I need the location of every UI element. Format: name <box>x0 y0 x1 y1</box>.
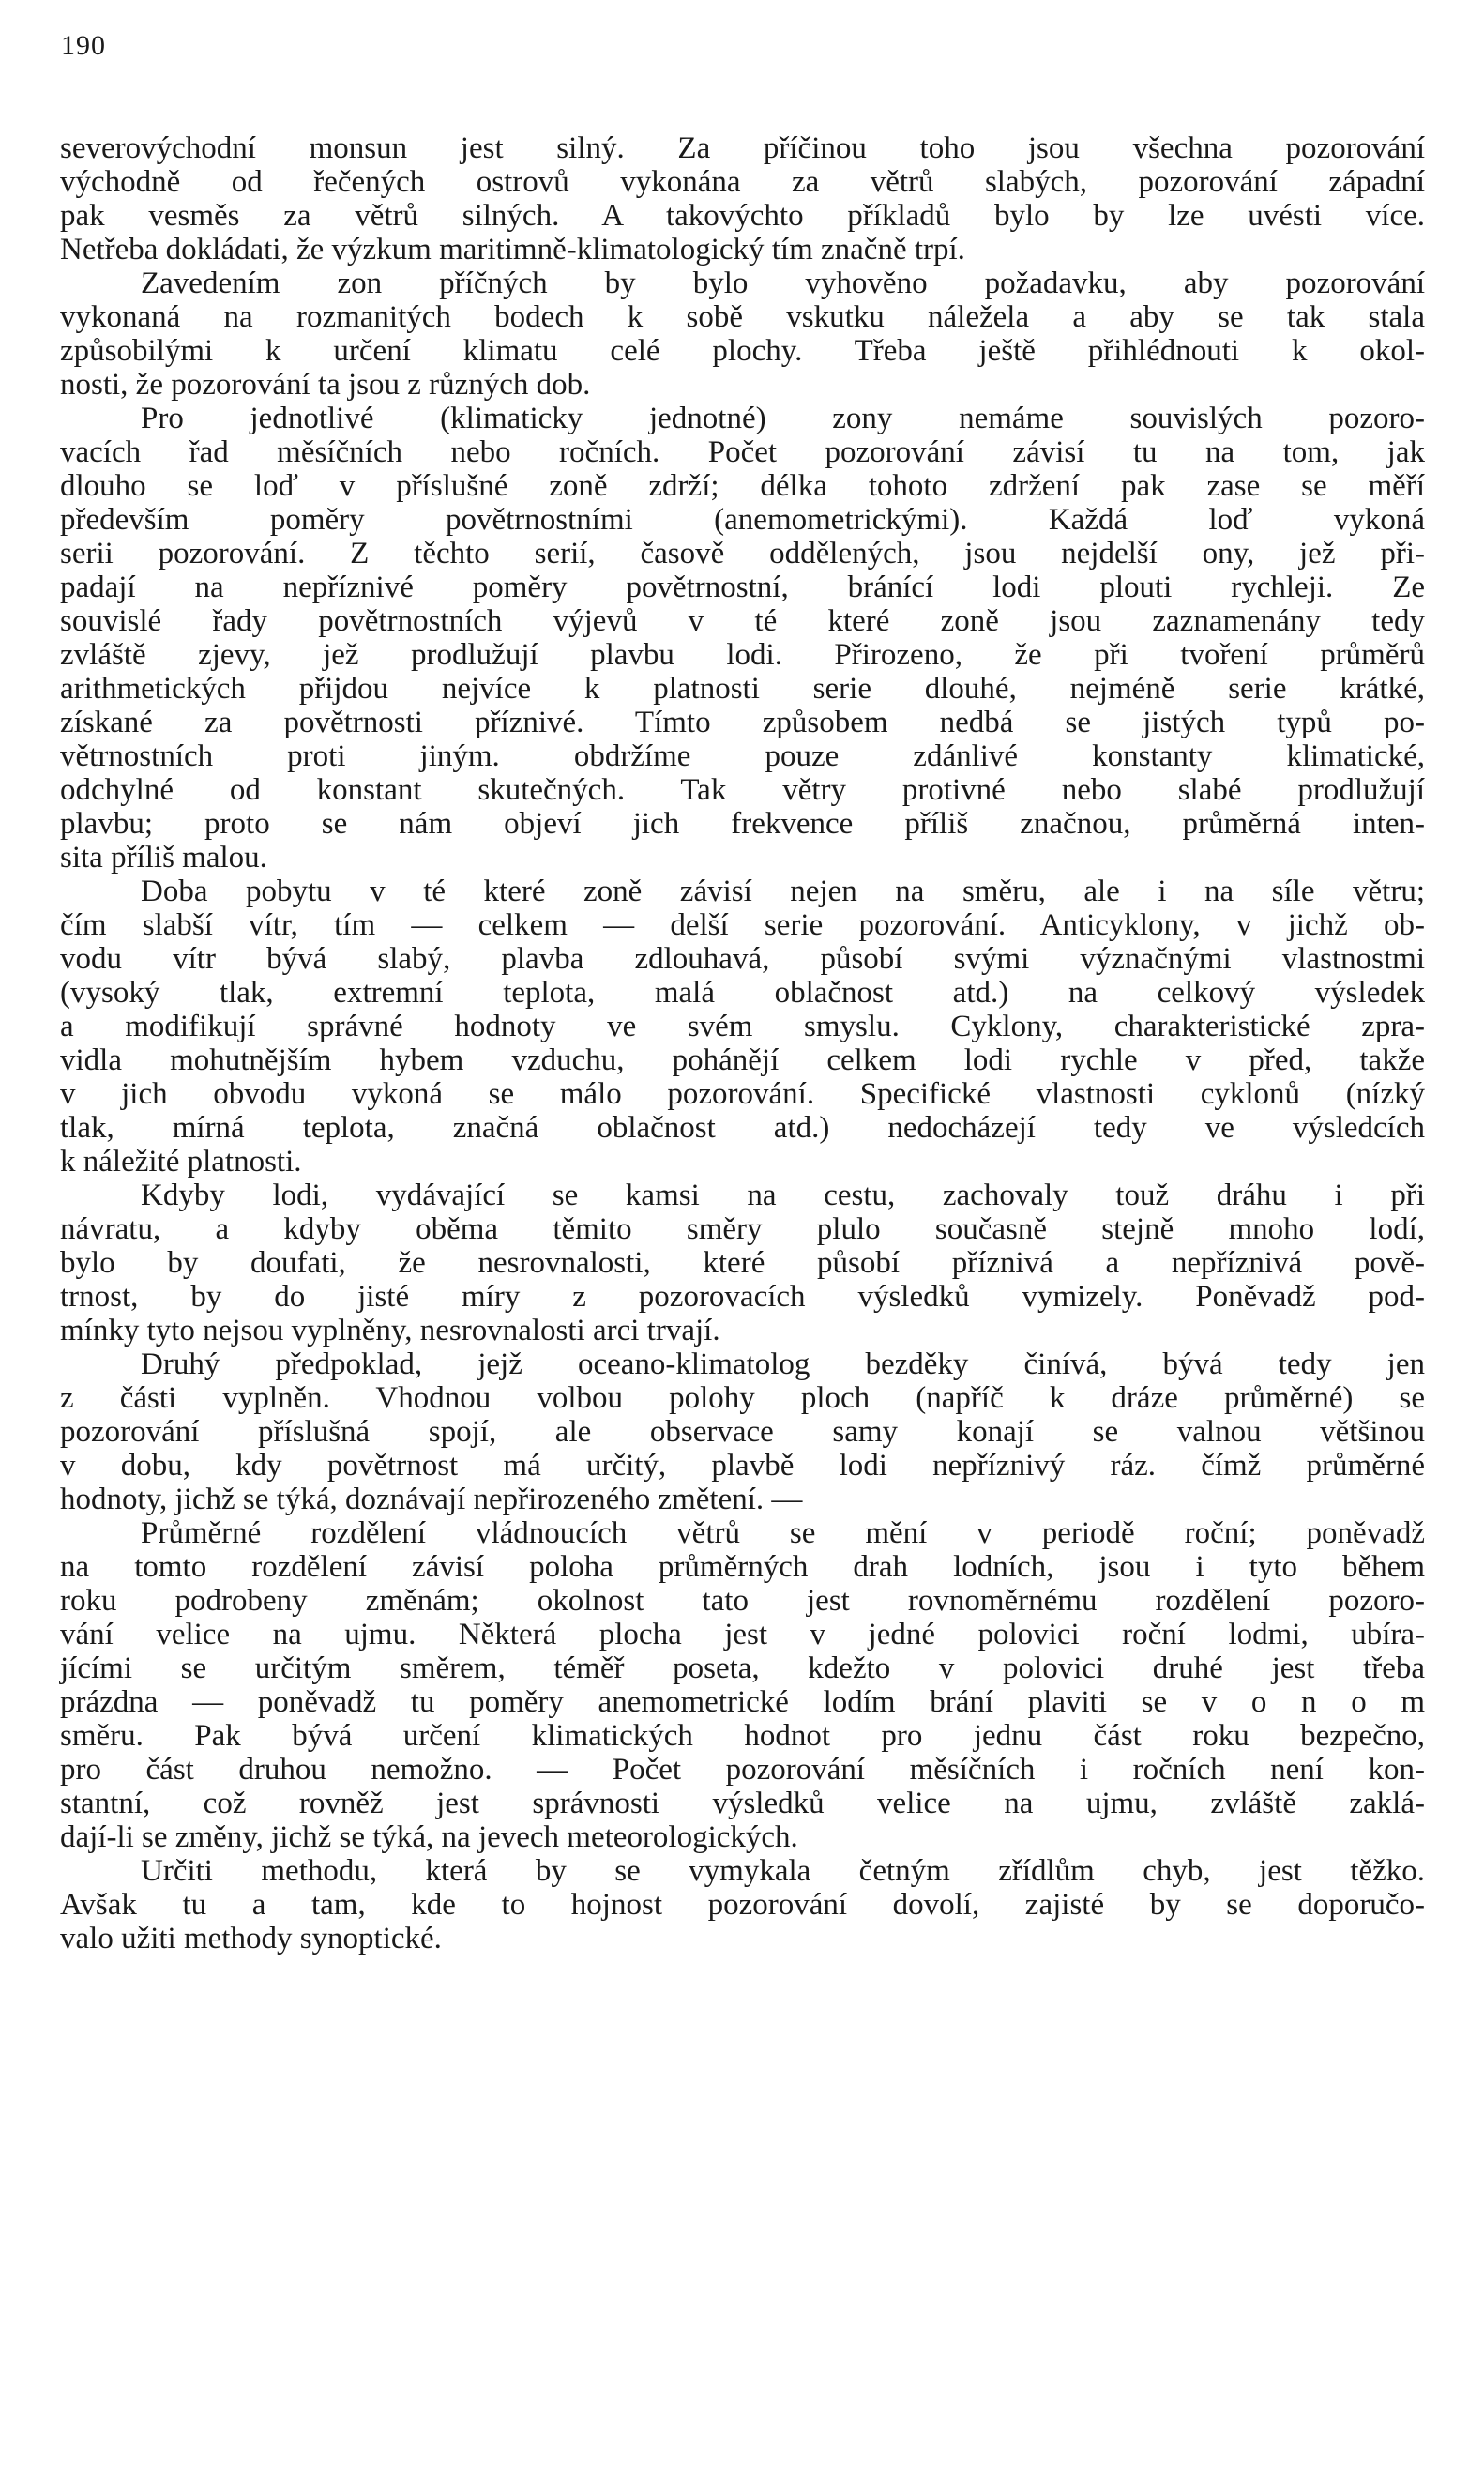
text-line: hodnoty, jichž se týká, doznávají nepřirozeného změtení. — <box>60 1483 803 1516</box>
text-line: Kdyby lodi, vydávající se kamsi na cestu, zachovaly touž dráhu i při <box>141 1179 1425 1212</box>
text-line: větrnostních proti jiným. obdržíme pouze zdánlivé konstanty klimatické, <box>60 739 1425 773</box>
text-line: Avšak tu a tam, kde to hojnost pozorování dovolí, zajisté by se doporučo- <box>60 1888 1425 1922</box>
text-line: směru. Pak bývá určení klimatických hodnot pro jednu část roku bezpečno, <box>60 1719 1425 1753</box>
text-line: plavbu; proto se nám objeví jich frekvence příliš značnou, průměrná inten- <box>60 807 1425 841</box>
text-line: vání velice na ujmu. Některá plocha jest v jedné polovici roční lodmi, ubíra- <box>60 1618 1425 1651</box>
text-line: především poměry povětrnostními (anemometrickými). Každá loď vykoná <box>60 503 1425 537</box>
text-line: z části vyplněn. Vhodnou volbou polohy ploch (napříč k dráze průměrné) se <box>60 1381 1425 1415</box>
text-line: pro část druhou nemožno. — Počet pozorování měsíčních i ročních není kon- <box>60 1753 1425 1787</box>
text-line: pak vesměs za větrů silných. A takovýchto příkladů bylo by lze uvésti více. <box>60 199 1425 233</box>
text-line: způsobilými k určení klimatu celé plochy. Třeba ještě přihlédnouti k okol- <box>60 334 1425 368</box>
text-line: na tomto rozdělení závisí poloha průměrných drah lodních, jsou i tyto během <box>60 1550 1425 1584</box>
text-line: vykonaná na rozmanitých bodech k sobě vskutku náležela a aby se tak stala <box>60 300 1425 334</box>
text-line: valo užiti methody synoptické. <box>60 1922 442 1955</box>
text-line: odchylné od konstant skutečných. Tak větry protivné nebo slabé prodlužují <box>60 773 1425 807</box>
text-line: čím slabší vítr, tím — celkem — delší serie pozorování. Anticyklony, v jichž ob- <box>60 908 1425 942</box>
page-number: 190 <box>61 30 106 61</box>
text-line: bylo by doufati, že nesrovnalosti, které působí příznivá a nepříznivá pově- <box>60 1246 1425 1280</box>
text-line: stantní, což rovněž jest správnosti výsledků velice na ujmu, zvláště zaklá- <box>60 1787 1425 1820</box>
text-line: Zavedením zon příčných by bylo vyhověno požadavku, aby pozorování <box>141 266 1425 300</box>
text-line: Doba pobytu v té které zoně závisí nejen na směru, ale i na síle větru; <box>141 875 1425 908</box>
text-line: pozorování příslušná spojí, ale observace samy konají se valnou většinou <box>60 1415 1425 1449</box>
text-line: v dobu, kdy povětrnost má určitý, plavbě lodi nepříznivý ráz. čímž průměrné <box>60 1449 1425 1483</box>
text-line: mínky tyto nejsou vyplněny, nesrovnalosti arci trvají. <box>60 1314 720 1347</box>
text-line: severovýchodní monsun jest silný. Za příčinou toho jsou všechna pozorování <box>60 131 1425 165</box>
text-line: sita příliš malou. <box>60 841 267 875</box>
text-line: serii pozorování. Z těchto serií, časově oddělených, jsou nejdelší ony, jež při- <box>60 537 1425 571</box>
text-line: (vysoký tlak, extremní teplota, malá oblačnost atd.) na celkový výsledek <box>60 976 1425 1010</box>
text-line: Pro jednotlivé (klimaticky jednotné) zony nemáme souvislých pozoro- <box>141 402 1425 435</box>
text-line: a modifikují správné hodnoty ve svém smyslu. Cyklony, charakteristické zpra- <box>60 1010 1425 1043</box>
text-line: k náležité platnosti. <box>60 1145 302 1179</box>
text-line: vacích řad měsíčních nebo ročních. Počet pozorování závisí tu na tom, jak <box>60 435 1425 469</box>
text-line: nosti, že pozorování ta jsou z různých dob. <box>60 368 591 402</box>
text-line: vodu vítr bývá slabý, plavba zdlouhavá, působí svými význačnými vlastnostmi <box>60 942 1425 976</box>
text-line: trnost, by do jisté míry z pozorovacích výsledků vymizely. Poněvadž pod- <box>60 1280 1425 1314</box>
text-line: arithmetických přijdou nejvíce k platnosti serie dlouhé, nejméně serie krátké, <box>60 672 1425 706</box>
text-line: padají na nepříznivé poměry povětrnostní, bránící lodi plouti rychleji. Ze <box>60 571 1425 604</box>
text-line: roku podrobeny změnám; okolnost tato jest rovnoměrnému rozdělení pozoro- <box>60 1584 1425 1618</box>
text-line: získané za povětrnosti příznivé. Tímto způsobem nedbá se jistých typů po- <box>60 706 1425 739</box>
text-line: vidla mohutnějším hybem vzduchu, pohánějí celkem lodi rychle v před, takže <box>60 1043 1425 1077</box>
text-line: Druhý předpoklad, jejž oceano-klimatolog bezděky činívá, bývá tedy jen <box>141 1347 1425 1381</box>
text-line: jícími se určitým směrem, téměř poseta, kdežto v polovici druhé jest třeba <box>60 1651 1425 1685</box>
text-line: dají-li se změny, jichž se týká, na jevech meteorologických. <box>60 1820 798 1854</box>
text-line: východně od řečených ostrovů vykonána za větrů slabých, pozorování západní <box>60 165 1425 199</box>
text-line: prázdna — poněvadž tu poměry anemometrické lodím brání plaviti se v o n o m <box>60 1685 1425 1719</box>
body-text <box>60 131 1425 1955</box>
text-line: Průměrné rozdělení vládnoucích větrů se mění v periodě roční; poněvadž <box>141 1516 1425 1550</box>
text-line: Netřeba dokládati, že výzkum maritimně-klimatologický tím značně trpí. <box>60 233 965 266</box>
text-line: souvislé řady povětrnostních výjevů v té které zoně jsou zaznamenány tedy <box>60 604 1425 638</box>
text-line: zvláště zjevy, jež prodlužují plavbu lodi. Přirozeno, že při tvoření průměrů <box>60 638 1425 672</box>
text-line: v jich obvodu vykoná se málo pozorování. Specifické vlastnosti cyklonů (nízký <box>60 1077 1425 1111</box>
text-line: tlak, mírná teplota, značná oblačnost atd.) nedocházejí tedy ve výsledcích <box>60 1111 1425 1145</box>
text-line: Určiti methodu, která by se vymykala četným zřídlům chyb, jest těžko. <box>141 1854 1425 1888</box>
text-line: dlouho se loď v příslušné zoně zdrží; délka tohoto zdržení pak zase se měří <box>60 469 1425 503</box>
text-line: návratu, a kdyby oběma těmito směry plulo současně stejně mnoho lodí, <box>60 1212 1425 1246</box>
